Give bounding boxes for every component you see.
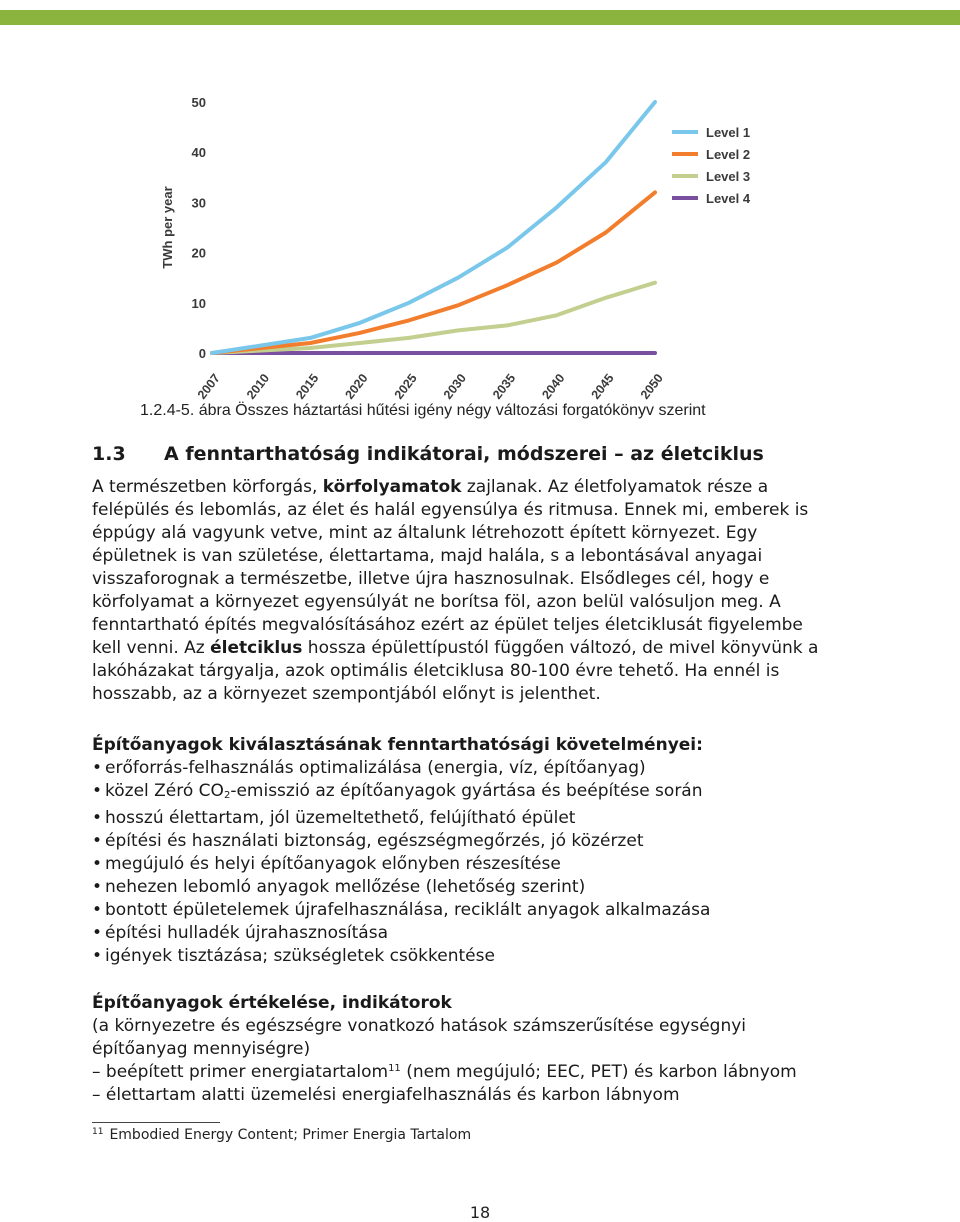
line-chart: [150, 88, 770, 406]
footnote-divider: [92, 1122, 220, 1123]
list-item: • erőforrás-felhasználás optimalizálása (energia, víz, építőanyag): [92, 757, 830, 780]
section-heading: [92, 443, 892, 465]
text-run: közel Zéró CO: [105, 781, 224, 801]
x-tick-label: 2035: [490, 371, 519, 402]
list-item: • igények tisztázása; szükségletek csökkentése: [92, 945, 830, 968]
legend-label: Level 2: [706, 147, 751, 162]
text-run: A természetben körforgás,: [92, 477, 323, 497]
series-line-level-1: [212, 102, 655, 353]
co2-subscript: 2: [223, 790, 231, 801]
evaluation-line: [92, 1061, 830, 1084]
legend-label: Level 1: [706, 125, 751, 140]
requirements-list: [92, 757, 830, 968]
x-tick-label: 2020: [342, 371, 371, 402]
y-tick-label: 10: [191, 295, 206, 311]
footnote-mark: 11: [92, 1127, 104, 1137]
evaluation-heading: Építőanyagok értékelése, indikátorok: [92, 993, 452, 1013]
term-korfolyamatok: körfolyamatok: [322, 477, 462, 497]
term-eletciklus: életciklus: [210, 638, 303, 658]
y-axis-label: TWh per year: [160, 186, 175, 269]
text-run: – beépített primer energiatartalom: [92, 1062, 389, 1082]
footnote: [92, 1127, 471, 1143]
section-title: A fenntarthatóság indikátorai, módszerei – az életciklus: [164, 443, 764, 465]
lifecycle-paragraph: [92, 476, 830, 706]
text-run: -emisszió az építőanyagok gyártása és beépítése során: [230, 781, 703, 801]
footnote-text: Embodied Energy Content; Primer Energia Tartalom: [109, 1127, 472, 1143]
figure-caption: 1.2.4-5. ábra Összes háztartási hűtési igény négy változási forgatókönyv szerint: [140, 402, 706, 419]
section-number: 1.3: [92, 443, 126, 465]
list-item: [92, 780, 830, 807]
list-item: • hosszú élettartam, jól üzemeltethető, felújítható épület: [92, 807, 830, 830]
x-tick-label: 2010: [243, 371, 273, 402]
x-tick-label: 2015: [293, 371, 322, 402]
y-tick-label: 40: [191, 145, 206, 161]
footnote-reference[interactable]: 11: [388, 1063, 401, 1074]
chart-container: [150, 88, 770, 406]
x-tick-label: 2040: [539, 371, 568, 402]
y-tick-label: 50: [191, 95, 206, 110]
series-line-level-2: [212, 192, 655, 353]
list-item: • bontott épületelemek újrafelhasználása, reciklált anyagok alkalmazása: [92, 899, 830, 922]
legend-label: Level 3: [706, 169, 751, 184]
x-tick-label: 2045: [588, 371, 617, 402]
list-item: • megújuló és helyi építőanyagok előnyben részesítése: [92, 853, 830, 876]
x-tick-label: 2007: [194, 371, 223, 402]
x-tick-label: 2050: [637, 371, 666, 402]
main-content: [92, 476, 830, 1107]
header-color-bar: [0, 10, 960, 25]
evaluation-line: – élettartam alatti üzemelési energiafelhasználás és karbon lábnyom: [92, 1085, 680, 1105]
y-tick-label: 20: [191, 245, 206, 261]
list-item: • nehezen lebomló anyagok mellőzése (lehetőség szerint): [92, 876, 830, 899]
y-tick-label: 30: [191, 195, 206, 211]
list-item: • építési hulladék újrahasznosítása: [92, 922, 830, 945]
text-run: hossza épülettípustól függően változó, de mivel könyvünk a lakóházakat tárgyalja, azok optimális életciklusa 80-100 évre tehető. Ha ennél is hosszabb, az a környezet szempontjából előnyt is jelenthet.: [92, 638, 819, 704]
y-tick-label: 0: [198, 346, 206, 361]
page-number: 18: [469, 1203, 491, 1222]
text-run: (nem megújuló; EEC, PET) és karbon lábnyom: [400, 1062, 797, 1082]
evaluation-line: (a környezetre és egészségre vonatkozó hatások számszerűsítése egységnyi építőanyag mennyiségre): [92, 1016, 747, 1059]
text-run: zajlanak. Az életfolyamatok része a felépülés és lebomlás, az élet és halál egyensúlya és ritmusa. Ennek mi, emberek is éppúgy alá vagyunk vetve, mint az általunk létrehozott épített környezet. Egy épületnek is van születése, élettartama, majd halála, s a lebontásával anyagai visszaforognak a természetbe, illetve újra hasznosulnak. Elsődleges cél, hogy e körfolyamat a környezet egyensúlyát ne borítsa föl, azon belül valósuljon meg. A fenntartható építés megvalósításához ezért az épület teljes életciklusát figyelembe kell venni. Az: [92, 477, 809, 658]
requirements-heading: Építőanyagok kiválasztásának fenntarthatósági követelményei:: [92, 735, 703, 755]
list-item: • építési és használati biztonság, egészségmegőrzés, jó közérzet: [92, 830, 830, 853]
x-tick-label: 2025: [391, 371, 420, 402]
legend-label: Level 4: [706, 191, 751, 206]
x-tick-label: 2030: [440, 371, 470, 402]
